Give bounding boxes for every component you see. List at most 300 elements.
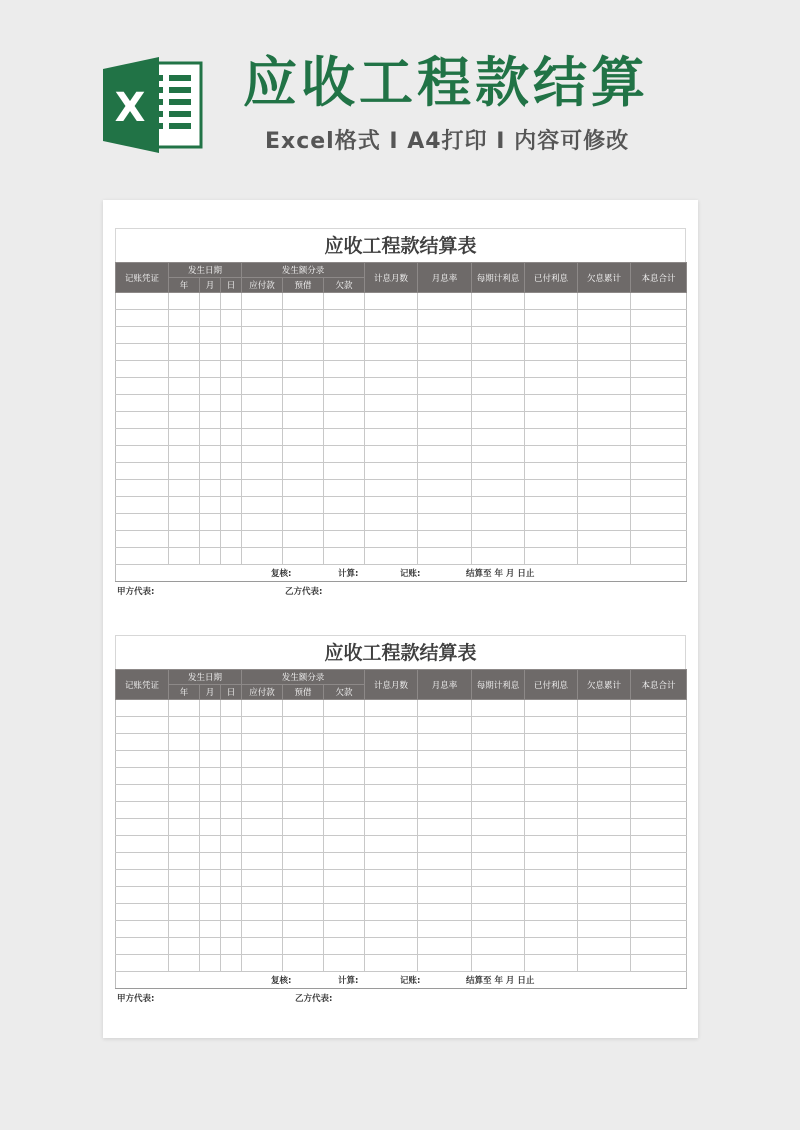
table-cell[interactable] (578, 887, 631, 904)
table-cell[interactable] (578, 531, 631, 548)
table-cell[interactable] (418, 344, 472, 361)
table-cell[interactable] (242, 344, 283, 361)
table-cell[interactable] (418, 293, 472, 310)
table-cell[interactable] (472, 955, 525, 972)
table-cell[interactable] (221, 751, 242, 768)
table-cell[interactable] (578, 361, 631, 378)
table-cell[interactable] (200, 327, 221, 344)
table-cell[interactable] (472, 429, 525, 446)
table-cell[interactable] (418, 751, 472, 768)
table-cell[interactable] (525, 751, 578, 768)
table-cell[interactable] (631, 497, 687, 514)
table-cell[interactable] (418, 480, 472, 497)
table-cell[interactable] (578, 463, 631, 480)
table-cell[interactable] (525, 344, 578, 361)
table-cell[interactable] (365, 378, 418, 395)
table-cell[interactable] (472, 717, 525, 734)
table-cell[interactable] (116, 785, 169, 802)
table-cell[interactable] (525, 870, 578, 887)
table-cell[interactable] (525, 785, 578, 802)
table-cell[interactable] (169, 429, 200, 446)
table-cell[interactable] (418, 904, 472, 921)
table-cell[interactable] (365, 904, 418, 921)
table-cell[interactable] (200, 344, 221, 361)
table-cell[interactable] (324, 921, 365, 938)
table-cell[interactable] (169, 310, 200, 327)
table-cell[interactable] (169, 734, 200, 751)
table-cell[interactable] (631, 870, 687, 887)
table-cell[interactable] (169, 836, 200, 853)
table-cell[interactable] (418, 955, 472, 972)
table-cell[interactable] (365, 446, 418, 463)
table-cell[interactable] (116, 327, 169, 344)
table-cell[interactable] (116, 887, 169, 904)
table-cell[interactable] (418, 378, 472, 395)
table-cell[interactable] (221, 378, 242, 395)
table-cell[interactable] (221, 463, 242, 480)
table-cell[interactable] (631, 853, 687, 870)
table-cell[interactable] (283, 853, 324, 870)
table-cell[interactable] (525, 700, 578, 717)
table-cell[interactable] (631, 293, 687, 310)
table-cell[interactable] (242, 734, 283, 751)
table-cell[interactable] (242, 751, 283, 768)
table-cell[interactable] (200, 548, 221, 565)
table-cell[interactable] (578, 293, 631, 310)
table-cell[interactable] (578, 751, 631, 768)
table-cell[interactable] (418, 717, 472, 734)
table-cell[interactable] (472, 514, 525, 531)
table-cell[interactable] (324, 819, 365, 836)
table-cell[interactable] (472, 904, 525, 921)
table-cell[interactable] (116, 344, 169, 361)
table-cell[interactable] (578, 904, 631, 921)
table-cell[interactable] (418, 734, 472, 751)
table-cell[interactable] (365, 955, 418, 972)
table-cell[interactable] (631, 463, 687, 480)
table-cell[interactable] (631, 480, 687, 497)
table-cell[interactable] (472, 293, 525, 310)
table-cell[interactable] (631, 412, 687, 429)
table-cell[interactable] (242, 531, 283, 548)
table-cell[interactable] (169, 497, 200, 514)
table-cell[interactable] (283, 514, 324, 531)
table-cell[interactable] (365, 700, 418, 717)
table-cell[interactable] (324, 361, 365, 378)
table-cell[interactable] (578, 548, 631, 565)
table-cell[interactable] (418, 446, 472, 463)
table-cell[interactable] (324, 853, 365, 870)
table-cell[interactable] (221, 853, 242, 870)
table-cell[interactable] (324, 293, 365, 310)
table-cell[interactable] (631, 429, 687, 446)
table-cell[interactable] (418, 463, 472, 480)
table-cell[interactable] (324, 700, 365, 717)
table-cell[interactable] (365, 514, 418, 531)
table-cell[interactable] (418, 327, 472, 344)
table-cell[interactable] (631, 955, 687, 972)
table-cell[interactable] (242, 853, 283, 870)
table-cell[interactable] (116, 429, 169, 446)
table-cell[interactable] (283, 836, 324, 853)
table-cell[interactable] (242, 717, 283, 734)
table-cell[interactable] (242, 887, 283, 904)
table-cell[interactable] (242, 904, 283, 921)
table-cell[interactable] (116, 700, 169, 717)
table-cell[interactable] (578, 921, 631, 938)
table-cell[interactable] (472, 734, 525, 751)
table-cell[interactable] (116, 395, 169, 412)
table-cell[interactable] (525, 768, 578, 785)
table-cell[interactable] (324, 548, 365, 565)
table-cell[interactable] (578, 344, 631, 361)
table-cell[interactable] (324, 836, 365, 853)
table-cell[interactable] (169, 361, 200, 378)
table-cell[interactable] (324, 395, 365, 412)
table-cell[interactable] (169, 785, 200, 802)
table-cell[interactable] (242, 921, 283, 938)
table-cell[interactable] (525, 938, 578, 955)
table-cell[interactable] (200, 429, 221, 446)
table-cell[interactable] (221, 480, 242, 497)
table-cell[interactable] (525, 734, 578, 751)
table-cell[interactable] (578, 870, 631, 887)
table-cell[interactable] (324, 344, 365, 361)
table-cell[interactable] (169, 395, 200, 412)
table-cell[interactable] (472, 785, 525, 802)
table-cell[interactable] (221, 497, 242, 514)
table-cell[interactable] (365, 751, 418, 768)
table-cell[interactable] (169, 293, 200, 310)
table-cell[interactable] (169, 531, 200, 548)
table-cell[interactable] (418, 785, 472, 802)
table-cell[interactable] (472, 310, 525, 327)
table-cell[interactable] (242, 378, 283, 395)
table-cell[interactable] (200, 531, 221, 548)
table-cell[interactable] (525, 497, 578, 514)
table-cell[interactable] (631, 378, 687, 395)
table-cell[interactable] (418, 802, 472, 819)
table-cell[interactable] (525, 548, 578, 565)
table-cell[interactable] (221, 904, 242, 921)
table-cell[interactable] (169, 853, 200, 870)
table-cell[interactable] (116, 819, 169, 836)
table-cell[interactable] (200, 904, 221, 921)
table-cell[interactable] (631, 344, 687, 361)
table-cell[interactable] (242, 785, 283, 802)
table-cell[interactable] (324, 463, 365, 480)
table-cell[interactable] (200, 497, 221, 514)
table-cell[interactable] (324, 429, 365, 446)
table-cell[interactable] (472, 819, 525, 836)
table-cell[interactable] (578, 853, 631, 870)
table-cell[interactable] (169, 327, 200, 344)
table-cell[interactable] (525, 327, 578, 344)
table-cell[interactable] (418, 548, 472, 565)
table-cell[interactable] (116, 463, 169, 480)
table-cell[interactable] (242, 446, 283, 463)
table-cell[interactable] (631, 734, 687, 751)
table-cell[interactable] (116, 768, 169, 785)
table-cell[interactable] (324, 938, 365, 955)
table-cell[interactable] (365, 938, 418, 955)
table-cell[interactable] (283, 463, 324, 480)
table-cell[interactable] (418, 887, 472, 904)
table-cell[interactable] (116, 751, 169, 768)
table-cell[interactable] (365, 293, 418, 310)
table-cell[interactable] (116, 548, 169, 565)
table-cell[interactable] (221, 836, 242, 853)
table-cell[interactable] (169, 378, 200, 395)
table-cell[interactable] (200, 955, 221, 972)
table-cell[interactable] (525, 480, 578, 497)
table-cell[interactable] (169, 446, 200, 463)
table-cell[interactable] (283, 751, 324, 768)
table-cell[interactable] (578, 768, 631, 785)
table-cell[interactable] (200, 870, 221, 887)
table-cell[interactable] (283, 921, 324, 938)
table-cell[interactable] (631, 768, 687, 785)
table-cell[interactable] (221, 531, 242, 548)
table-cell[interactable] (283, 548, 324, 565)
table-cell[interactable] (200, 887, 221, 904)
table-cell[interactable] (116, 836, 169, 853)
table-cell[interactable] (200, 463, 221, 480)
table-cell[interactable] (169, 887, 200, 904)
table-cell[interactable] (169, 938, 200, 955)
table-cell[interactable] (242, 497, 283, 514)
table-cell[interactable] (324, 887, 365, 904)
table-cell[interactable] (116, 310, 169, 327)
table-cell[interactable] (578, 514, 631, 531)
table-cell[interactable] (116, 514, 169, 531)
table-cell[interactable] (472, 463, 525, 480)
table-cell[interactable] (418, 514, 472, 531)
table-cell[interactable] (200, 514, 221, 531)
table-cell[interactable] (283, 310, 324, 327)
table-cell[interactable] (525, 836, 578, 853)
table-cell[interactable] (242, 310, 283, 327)
table-cell[interactable] (169, 768, 200, 785)
table-cell[interactable] (418, 819, 472, 836)
table-cell[interactable] (472, 853, 525, 870)
table-cell[interactable] (578, 717, 631, 734)
table-cell[interactable] (116, 921, 169, 938)
table-cell[interactable] (525, 887, 578, 904)
table-cell[interactable] (578, 955, 631, 972)
table-cell[interactable] (365, 361, 418, 378)
table-cell[interactable] (283, 293, 324, 310)
table-cell[interactable] (116, 955, 169, 972)
table-cell[interactable] (221, 327, 242, 344)
table-cell[interactable] (242, 480, 283, 497)
table-cell[interactable] (525, 378, 578, 395)
table-cell[interactable] (472, 378, 525, 395)
table-cell[interactable] (169, 819, 200, 836)
table-cell[interactable] (472, 480, 525, 497)
table-cell[interactable] (324, 412, 365, 429)
table-cell[interactable] (221, 361, 242, 378)
table-cell[interactable] (525, 514, 578, 531)
table-cell[interactable] (418, 310, 472, 327)
table-cell[interactable] (283, 734, 324, 751)
table-cell[interactable] (418, 429, 472, 446)
table-cell[interactable] (324, 802, 365, 819)
table-cell[interactable] (365, 802, 418, 819)
table-cell[interactable] (525, 463, 578, 480)
table-cell[interactable] (631, 717, 687, 734)
table-cell[interactable] (578, 310, 631, 327)
table-cell[interactable] (221, 548, 242, 565)
table-cell[interactable] (200, 785, 221, 802)
table-cell[interactable] (283, 785, 324, 802)
table-cell[interactable] (283, 531, 324, 548)
table-cell[interactable] (324, 514, 365, 531)
table-cell[interactable] (221, 344, 242, 361)
table-cell[interactable] (472, 497, 525, 514)
table-cell[interactable] (283, 344, 324, 361)
table-cell[interactable] (472, 921, 525, 938)
table-cell[interactable] (200, 700, 221, 717)
table-cell[interactable] (365, 853, 418, 870)
table-cell[interactable] (631, 327, 687, 344)
table-cell[interactable] (578, 785, 631, 802)
table-cell[interactable] (221, 717, 242, 734)
table-cell[interactable] (525, 395, 578, 412)
table-cell[interactable] (116, 870, 169, 887)
table-cell[interactable] (631, 361, 687, 378)
table-cell[interactable] (169, 412, 200, 429)
table-cell[interactable] (631, 751, 687, 768)
table-cell[interactable] (365, 395, 418, 412)
table-cell[interactable] (200, 446, 221, 463)
table-cell[interactable] (283, 870, 324, 887)
table-cell[interactable] (472, 446, 525, 463)
table-cell[interactable] (200, 293, 221, 310)
table-cell[interactable] (525, 412, 578, 429)
table-cell[interactable] (242, 700, 283, 717)
table-cell[interactable] (283, 717, 324, 734)
table-cell[interactable] (324, 497, 365, 514)
table-cell[interactable] (242, 463, 283, 480)
table-cell[interactable] (365, 497, 418, 514)
table-cell[interactable] (365, 344, 418, 361)
table-cell[interactable] (221, 768, 242, 785)
table-cell[interactable] (116, 378, 169, 395)
table-cell[interactable] (283, 361, 324, 378)
table-cell[interactable] (242, 412, 283, 429)
table-cell[interactable] (324, 717, 365, 734)
table-cell[interactable] (200, 751, 221, 768)
table-cell[interactable] (242, 955, 283, 972)
table-cell[interactable] (116, 412, 169, 429)
table-cell[interactable] (365, 768, 418, 785)
table-cell[interactable] (472, 344, 525, 361)
table-cell[interactable] (242, 836, 283, 853)
table-cell[interactable] (283, 904, 324, 921)
table-cell[interactable] (200, 395, 221, 412)
table-cell[interactable] (578, 819, 631, 836)
table-cell[interactable] (418, 395, 472, 412)
table-cell[interactable] (283, 378, 324, 395)
table-cell[interactable] (283, 327, 324, 344)
table-cell[interactable] (472, 327, 525, 344)
table-cell[interactable] (578, 802, 631, 819)
table-cell[interactable] (418, 361, 472, 378)
table-cell[interactable] (200, 412, 221, 429)
table-cell[interactable] (242, 768, 283, 785)
table-cell[interactable] (631, 395, 687, 412)
table-cell[interactable] (631, 785, 687, 802)
table-cell[interactable] (631, 887, 687, 904)
table-cell[interactable] (242, 870, 283, 887)
table-cell[interactable] (418, 531, 472, 548)
table-cell[interactable] (578, 429, 631, 446)
table-cell[interactable] (283, 802, 324, 819)
table-cell[interactable] (221, 293, 242, 310)
table-cell[interactable] (525, 853, 578, 870)
table-cell[interactable] (242, 293, 283, 310)
table-cell[interactable] (631, 938, 687, 955)
table-cell[interactable] (631, 802, 687, 819)
table-cell[interactable] (418, 938, 472, 955)
table-cell[interactable] (365, 717, 418, 734)
table-cell[interactable] (221, 412, 242, 429)
table-cell[interactable] (472, 802, 525, 819)
table-cell[interactable] (169, 802, 200, 819)
table-cell[interactable] (242, 327, 283, 344)
table-cell[interactable] (365, 887, 418, 904)
table-cell[interactable] (221, 429, 242, 446)
table-cell[interactable] (242, 802, 283, 819)
table-cell[interactable] (324, 310, 365, 327)
table-cell[interactable] (418, 497, 472, 514)
table-cell[interactable] (631, 548, 687, 565)
table-cell[interactable] (200, 938, 221, 955)
table-cell[interactable] (200, 836, 221, 853)
table-cell[interactable] (116, 734, 169, 751)
table-cell[interactable] (631, 819, 687, 836)
table-cell[interactable] (200, 310, 221, 327)
table-cell[interactable] (221, 446, 242, 463)
table-cell[interactable] (169, 480, 200, 497)
table-cell[interactable] (116, 480, 169, 497)
table-cell[interactable] (365, 734, 418, 751)
table-cell[interactable] (200, 802, 221, 819)
table-cell[interactable] (221, 734, 242, 751)
table-cell[interactable] (324, 531, 365, 548)
table-cell[interactable] (283, 955, 324, 972)
table-cell[interactable] (525, 802, 578, 819)
table-cell[interactable] (116, 497, 169, 514)
table-cell[interactable] (472, 548, 525, 565)
table-cell[interactable] (525, 904, 578, 921)
table-cell[interactable] (578, 378, 631, 395)
table-cell[interactable] (200, 819, 221, 836)
table-cell[interactable] (472, 938, 525, 955)
table-cell[interactable] (200, 378, 221, 395)
table-cell[interactable] (631, 446, 687, 463)
table-cell[interactable] (418, 921, 472, 938)
table-cell[interactable] (324, 955, 365, 972)
table-cell[interactable] (525, 717, 578, 734)
table-cell[interactable] (525, 310, 578, 327)
table-cell[interactable] (525, 921, 578, 938)
table-cell[interactable] (365, 480, 418, 497)
table-cell[interactable] (221, 310, 242, 327)
table-cell[interactable] (324, 768, 365, 785)
table-cell[interactable] (169, 344, 200, 361)
